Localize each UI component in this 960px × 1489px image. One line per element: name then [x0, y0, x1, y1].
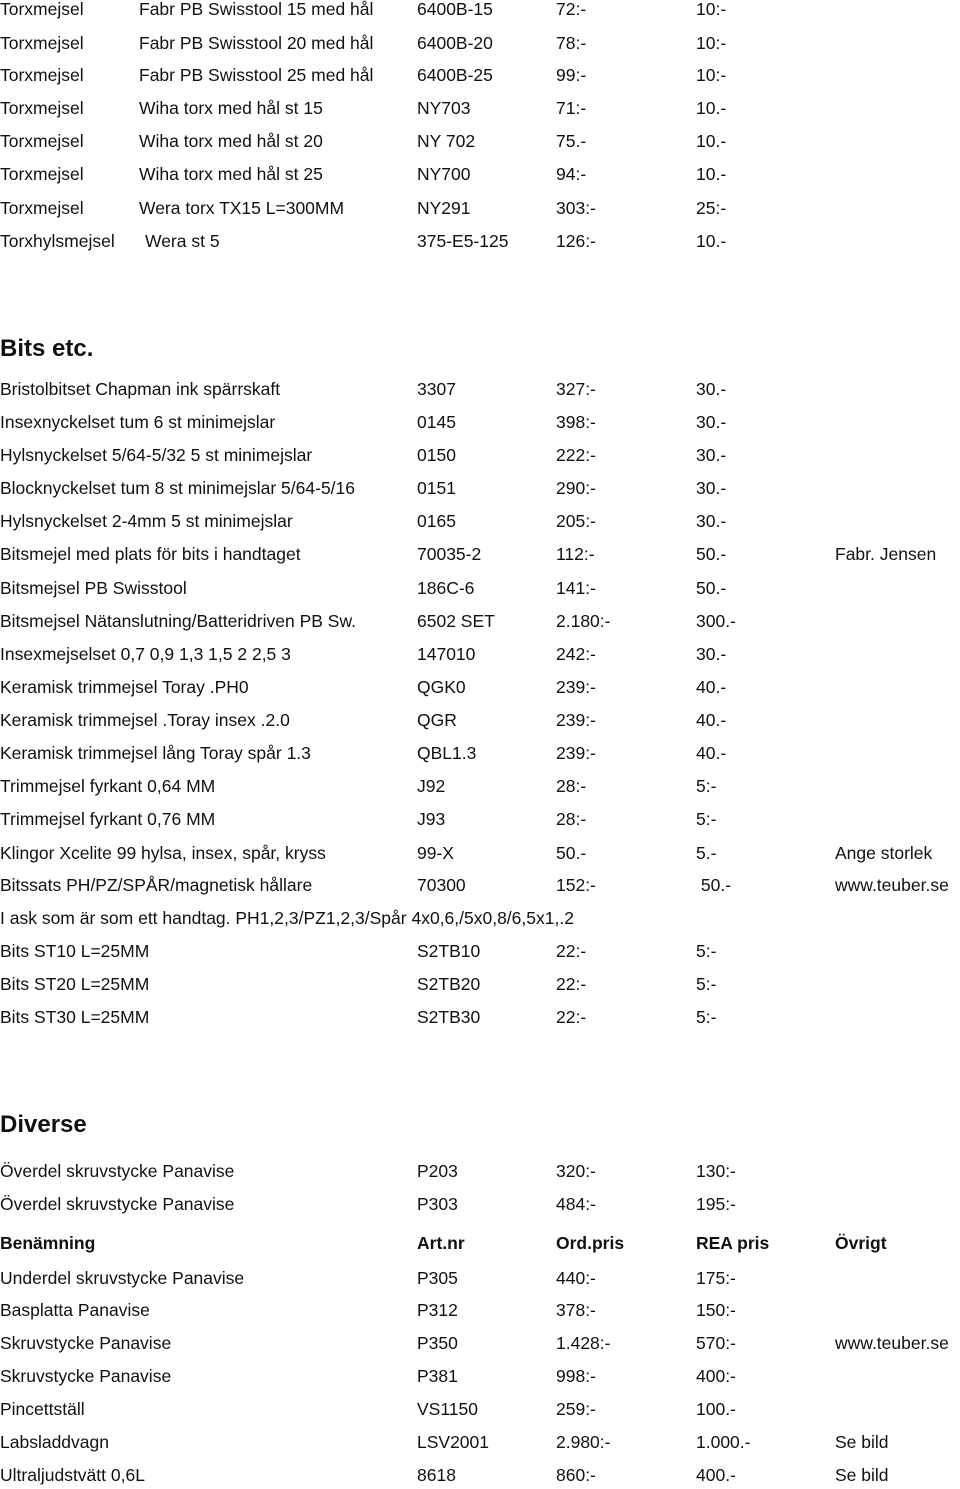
- table-row: [0, 129, 960, 153]
- item-name: Torxmejsel: [0, 164, 84, 184]
- column-header-other: Övrigt: [835, 1233, 887, 1253]
- item-ordinary-price: 50.-: [556, 843, 587, 863]
- table-row: [0, 96, 960, 120]
- item-sale-price: 5:-: [696, 941, 717, 961]
- item-sale-price: 10:-: [696, 0, 727, 19]
- item-article-number: 375-E5-125: [417, 231, 509, 251]
- item-name: Bits ST10 L=25MM: [0, 941, 150, 961]
- item-sale-price: 50.-: [696, 578, 727, 598]
- table-row: [0, 774, 960, 798]
- item-description: Wiha torx med hål st 25: [139, 164, 323, 184]
- item-description: Wera torx TX15 L=300MM: [139, 198, 345, 218]
- item-article-number: QGR: [417, 710, 457, 730]
- table-row: [0, 1266, 960, 1290]
- item-sale-price: 50.-: [696, 875, 732, 895]
- item-article-number: J93: [417, 809, 446, 829]
- item-description: Fabr PB Swisstool 15 med hål: [139, 0, 374, 19]
- table-row: [0, 162, 960, 186]
- item-article-number: NY700: [417, 164, 471, 184]
- item-article-number: 6502 SET: [417, 611, 495, 631]
- item-article-number: NY703: [417, 98, 471, 118]
- item-sale-price: 40.-: [696, 710, 727, 730]
- item-sale-price: 10:-: [696, 33, 727, 53]
- item-ordinary-price: 222:-: [556, 445, 596, 465]
- item-name: Bristolbitset Chapman ink spärrskaft: [0, 379, 281, 399]
- item-sale-price: 5.-: [696, 843, 717, 863]
- table-row: [0, 576, 960, 600]
- item-sale-price: 10.-: [696, 164, 727, 184]
- item-name: Bitsmejsel PB Swisstool: [0, 578, 187, 598]
- item-note: Se bild: [835, 1432, 889, 1452]
- item-sale-price: 30.-: [696, 379, 727, 399]
- table-row: [0, 939, 960, 963]
- table-row: [0, 1331, 960, 1355]
- item-ordinary-price: 152:-: [556, 875, 596, 895]
- item-sale-price: 150:-: [696, 1300, 736, 1320]
- item-article-number: 8618: [417, 1465, 456, 1485]
- table-row: [0, 0, 960, 21]
- item-ordinary-price: 28:-: [556, 809, 587, 829]
- item-article-number: P203: [417, 1161, 458, 1181]
- table-row: [0, 63, 960, 87]
- table-row: [0, 229, 960, 253]
- item-sale-price: 5:-: [696, 1007, 717, 1027]
- item-name: Labsladdvagn: [0, 1432, 109, 1452]
- item-sale-price: 5:-: [696, 809, 717, 829]
- table-row: [0, 873, 960, 897]
- item-ordinary-price: 320:-: [556, 1161, 596, 1181]
- table-row: [0, 1159, 960, 1183]
- table-row: [0, 841, 960, 865]
- item-sale-price: 175:-: [696, 1268, 736, 1288]
- item-ordinary-price: 126:-: [556, 231, 596, 251]
- item-sale-price: 570:-: [696, 1333, 736, 1353]
- column-header-article: Art.nr: [417, 1233, 465, 1253]
- item-name: Keramisk trimmejsel lång Toray spår 1.3: [0, 743, 311, 763]
- table-row: [0, 377, 960, 401]
- item-ordinary-price: 239:-: [556, 710, 596, 730]
- item-ordinary-price: 28:-: [556, 776, 587, 796]
- table-header-row: [0, 1231, 960, 1255]
- item-ordinary-price: 242:-: [556, 644, 596, 664]
- item-sale-price: 40.-: [696, 677, 727, 697]
- item-sale-price: 5:-: [696, 776, 717, 796]
- item-ordinary-price: 998:-: [556, 1366, 596, 1386]
- item-ordinary-price: 239:-: [556, 743, 596, 763]
- item-name: Trimmejsel fyrkant 0,64 MM: [0, 776, 216, 796]
- item-ordinary-price: 75.-: [556, 131, 587, 151]
- item-name: Underdel skruvstycke Panavise: [0, 1268, 245, 1288]
- item-sale-price: 30.-: [696, 478, 727, 498]
- item-name: Bitsmejel med plats för bits i handtaget: [0, 544, 301, 564]
- table-row: [0, 1430, 960, 1454]
- item-ordinary-price: 259:-: [556, 1399, 596, 1419]
- item-name: Insexnyckelset tum 6 st minimejslar: [0, 412, 276, 432]
- item-article-number: QGK0: [417, 677, 466, 697]
- item-sale-price: 30.-: [696, 644, 727, 664]
- item-name: Bits ST30 L=25MM: [0, 1007, 150, 1027]
- item-sale-price: 10.-: [696, 98, 727, 118]
- item-sale-price: 50.-: [696, 544, 727, 564]
- item-article-number: 99-X: [417, 843, 454, 863]
- item-ordinary-price: 71:-: [556, 98, 587, 118]
- item-ordinary-price: 2.180:-: [556, 611, 611, 631]
- item-article-number: 6400B-20: [417, 33, 493, 53]
- item-name: Torxmejsel: [0, 198, 84, 218]
- item-name: Torxmejsel: [0, 33, 84, 53]
- item-description: Fabr PB Swisstool 20 med hål: [139, 33, 374, 53]
- item-article-number: P350: [417, 1333, 458, 1353]
- item-name: Hylsnyckelset 2-4mm 5 st minimejslar: [0, 511, 293, 531]
- item-note: www.teuber.se: [835, 875, 949, 895]
- item-ordinary-price: 378:-: [556, 1300, 596, 1320]
- item-article-number: P381: [417, 1366, 458, 1386]
- item-article-number: 0145: [417, 412, 456, 432]
- item-sale-price: 10.-: [696, 231, 727, 251]
- item-sale-price: 100.-: [696, 1399, 736, 1419]
- item-sale-price: 130:-: [696, 1161, 736, 1181]
- item-name: Klingor Xcelite 99 hylsa, insex, spår, kryss: [0, 843, 326, 863]
- table-row: [0, 509, 960, 533]
- table-row: [0, 410, 960, 434]
- item-article-number: 0151: [417, 478, 456, 498]
- table-row: [0, 675, 960, 699]
- table-row: [0, 1397, 960, 1421]
- item-ordinary-price: 2.980:-: [556, 1432, 611, 1452]
- column-header-ordinary-price: Ord.pris: [556, 1233, 625, 1253]
- item-description: Wiha torx med hål st 20: [139, 131, 323, 151]
- item-name: Torxmejsel: [0, 98, 84, 118]
- item-ordinary-price: 205:-: [556, 511, 596, 531]
- item-article-number: P312: [417, 1300, 458, 1320]
- item-name: Keramisk trimmejsel Toray .PH0: [0, 677, 249, 697]
- item-article-number: 186C-6: [417, 578, 475, 598]
- item-sale-price: 30.-: [696, 445, 727, 465]
- table-row: [0, 476, 960, 500]
- item-ordinary-price: 398:-: [556, 412, 596, 432]
- item-article-number: J92: [417, 776, 446, 796]
- item-sale-price: 300.-: [696, 611, 736, 631]
- item-ordinary-price: 239:-: [556, 677, 596, 697]
- item-article-number: S2TB20: [417, 974, 481, 994]
- item-ordinary-price: 22:-: [556, 941, 587, 961]
- item-name: Torxmejsel: [0, 131, 84, 151]
- item-ordinary-price: 303:-: [556, 198, 596, 218]
- item-article-number: 70300: [417, 875, 466, 895]
- item-note: www.teuber.se: [835, 1333, 949, 1353]
- item-sale-price: 10:-: [696, 65, 727, 85]
- item-sale-price: 400:-: [696, 1366, 736, 1386]
- item-note: Ange storlek: [835, 843, 933, 863]
- item-ordinary-price: 440:-: [556, 1268, 596, 1288]
- table-row: [0, 741, 960, 765]
- item-ordinary-price: 112:-: [556, 544, 595, 564]
- item-name: Hylsnyckelset 5/64-5/32 5 st minimejslar: [0, 445, 313, 465]
- item-name: Bitssats PH/PZ/SPÅR/magnetisk hållare: [0, 875, 313, 895]
- item-ordinary-price: 860:-: [556, 1465, 596, 1485]
- table-row: [0, 1364, 960, 1388]
- item-name: Överdel skruvstycke Panavise: [0, 1161, 235, 1181]
- item-article-number: NY 702: [417, 131, 476, 151]
- item-article-number: NY291: [417, 198, 471, 218]
- table-row: [0, 609, 960, 633]
- item-article-number: 147010: [417, 644, 476, 664]
- item-article-number: S2TB30: [417, 1007, 481, 1027]
- item-name: Skruvstycke Panavise: [0, 1366, 172, 1386]
- column-header-sale-price: REA pris: [696, 1233, 770, 1253]
- item-description: Fabr PB Swisstool 25 med hål: [139, 65, 374, 85]
- item-ordinary-price: 99:-: [556, 65, 587, 85]
- item-sale-price: 195:-: [696, 1194, 736, 1214]
- item-article-number: 6400B-15: [417, 0, 493, 19]
- item-name: Torxmejsel: [0, 0, 84, 19]
- item-ordinary-price: 78:-: [556, 33, 587, 53]
- section-heading-diverse: Diverse: [0, 1111, 87, 1138]
- item-name: Pincettställ: [0, 1399, 85, 1419]
- item-article-number: 3307: [417, 379, 456, 399]
- item-sale-price: 10.-: [696, 131, 727, 151]
- item-ordinary-price: 141:-: [556, 578, 596, 598]
- item-sale-price: 30.-: [696, 412, 727, 432]
- table-row: [0, 642, 960, 666]
- item-description: Wera st 5: [145, 231, 220, 251]
- item-ordinary-price: 290:-: [556, 478, 596, 498]
- item-article-number: LSV2001: [417, 1432, 490, 1452]
- item-name: Bits ST20 L=25MM: [0, 974, 150, 994]
- item-name: Skruvstycke Panavise: [0, 1333, 172, 1353]
- table-row: [0, 196, 960, 220]
- item-article-number: 0165: [417, 511, 456, 531]
- item-sale-price: 1.000.-: [696, 1432, 751, 1452]
- item-article-number: P305: [417, 1268, 458, 1288]
- item-ordinary-price: 94:-: [556, 164, 587, 184]
- item-article-number: 70035-2: [417, 544, 482, 564]
- item-name: Ultraljudstvätt 0,6L: [0, 1465, 145, 1485]
- item-name: Trimmejsel fyrkant 0,76 MM: [0, 809, 216, 829]
- item-article-number: QBL1.3: [417, 743, 477, 763]
- table-row: [0, 1192, 960, 1216]
- item-sale-price: 40.-: [696, 743, 727, 763]
- item-name: Bitsmejsel Nätanslutning/Batteridriven PB Sw.: [0, 611, 356, 631]
- item-ordinary-price: 22:-: [556, 1007, 587, 1027]
- item-description: Wiha torx med hål st 15: [139, 98, 323, 118]
- item-sale-price: 30.-: [696, 511, 727, 531]
- item-sale-price: 400.-: [696, 1465, 736, 1485]
- item-name: Överdel skruvstycke Panavise: [0, 1194, 235, 1214]
- item-name: Basplatta Panavise: [0, 1300, 150, 1320]
- bits-note-text: I ask som är som ett handtag. PH1,2,3/PZ1,2,3/Spår 4x0,6,/5x0,8/6,5x1,.2: [0, 908, 574, 928]
- item-ordinary-price: 22:-: [556, 974, 587, 994]
- item-article-number: VS1150: [417, 1399, 478, 1419]
- item-article-number: 6400B-25: [417, 65, 493, 85]
- table-row: [0, 443, 960, 467]
- item-name: Keramisk trimmejsel .Toray insex .2.0: [0, 710, 290, 730]
- item-note: Fabr. Jensen: [835, 544, 937, 564]
- table-row: [0, 1298, 960, 1322]
- item-name: Torxmejsel: [0, 65, 84, 85]
- item-ordinary-price: 1.428:-: [556, 1333, 611, 1353]
- section-heading-bits: Bits etc.: [0, 335, 94, 362]
- note-row: [0, 906, 960, 930]
- column-header-name: Benämning: [0, 1233, 96, 1253]
- table-row: [0, 1005, 960, 1029]
- table-row: [0, 1463, 960, 1487]
- table-row: [0, 542, 960, 566]
- table-row: [0, 708, 960, 732]
- item-note: Se bild: [835, 1465, 889, 1485]
- item-name: Insexmejselset 0,7 0,9 1,3 1,5 2 2,5 3: [0, 644, 291, 664]
- table-row: [0, 972, 960, 996]
- table-row: [0, 807, 960, 831]
- item-name: Torxhylsmejsel: [0, 231, 115, 251]
- table-row: [0, 31, 960, 55]
- item-name: Blocknyckelset tum 8 st minimejslar 5/64-5/16: [0, 478, 355, 498]
- item-ordinary-price: 484:-: [556, 1194, 596, 1214]
- item-article-number: S2TB10: [417, 941, 481, 961]
- item-ordinary-price: 72:-: [556, 0, 587, 19]
- item-article-number: 0150: [417, 445, 456, 465]
- item-sale-price: 25:-: [696, 198, 727, 218]
- item-ordinary-price: 327:-: [556, 379, 596, 399]
- item-sale-price: 5:-: [696, 974, 717, 994]
- item-article-number: P303: [417, 1194, 458, 1214]
